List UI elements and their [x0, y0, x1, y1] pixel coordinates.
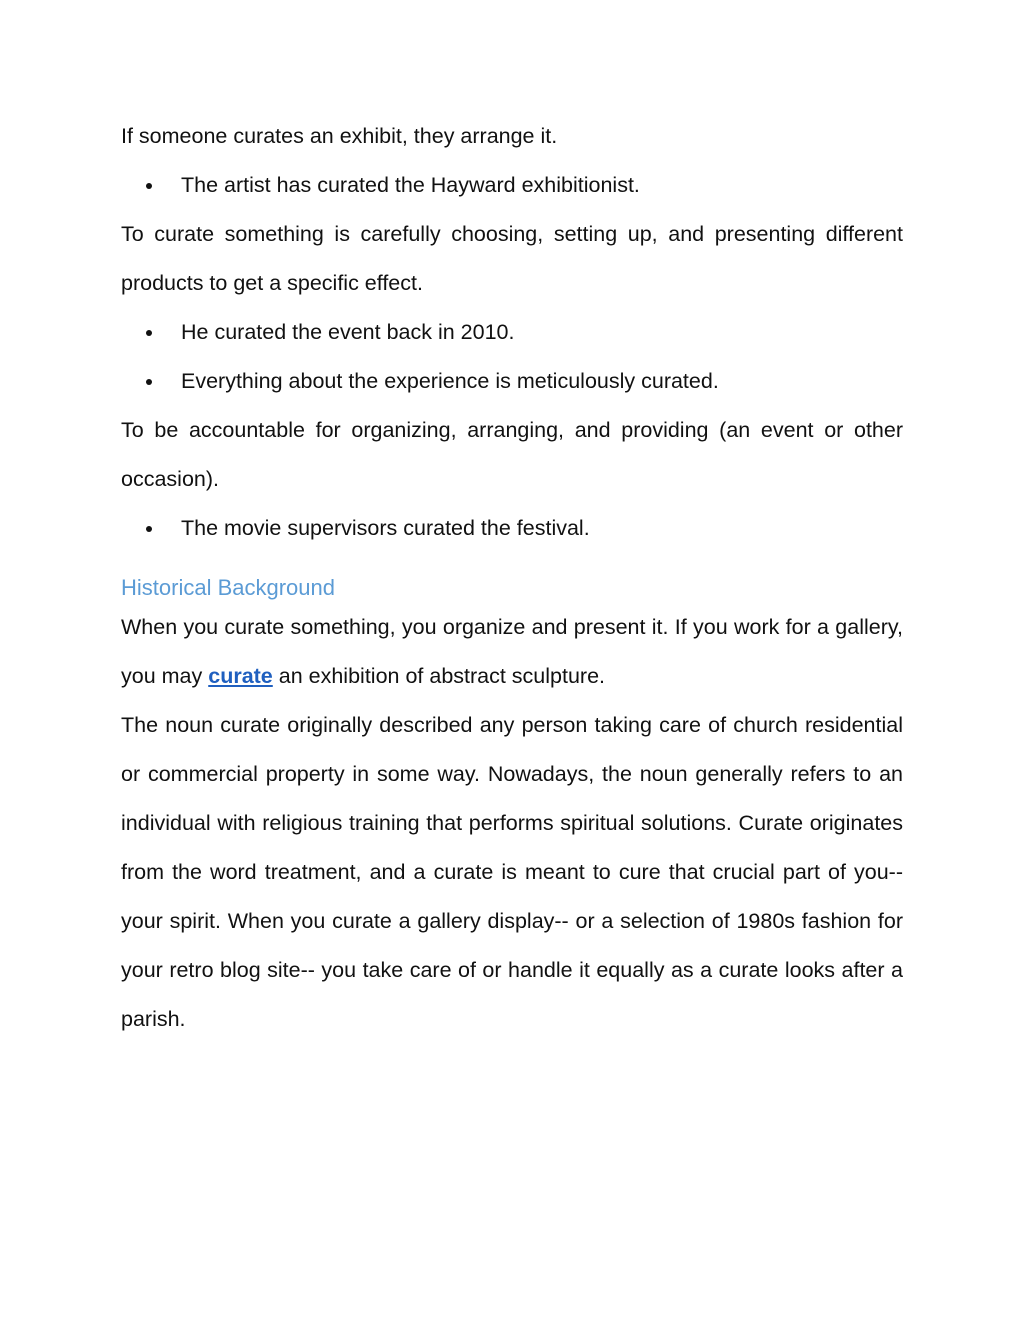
history-paragraph-2: The noun curate originally described any person taking care of church residential or commercial property in some way. Nowadays, the noun generally refers to an individual with religious training that performs spiritual solutions. Curate originates from the word treatment, and a curate is meant to cure that crucial part of you-- your spirit. When you curate a gallery display-- or a selection of 1980s fashion for your retro blog site-- you take care of or handle it equally as a curate looks after a parish. [121, 713, 903, 1031]
list-item [121, 308, 903, 357]
history-paragraph-1-end: an exhibition of abstract sculpture. [272, 664, 606, 688]
list-item [121, 161, 903, 210]
definition-paragraph-2: To curate something is carefully choosing, setting up, and presenting different products to get a specific effect. [121, 222, 903, 295]
list-item [121, 504, 903, 553]
curate-link[interactable]: curate [208, 664, 273, 688]
bullet-list-1 [121, 161, 903, 210]
list-item [121, 357, 903, 406]
list-item-text: The artist has curated the Hayward exhibitionist. [181, 173, 640, 197]
section-heading: Historical Background [121, 575, 335, 600]
history-paragraph-1 [121, 603, 903, 701]
intro-line: If someone curates an exhibit, they arrange it. [121, 124, 558, 148]
list-item-text: The movie supervisors curated the festival. [181, 516, 590, 540]
bullet-list-2 [121, 308, 903, 406]
bullet-icon [146, 526, 152, 532]
definition-paragraph-3: To be accountable for organizing, arranging, and providing (an event or other occasion). [121, 418, 903, 491]
list-item-text: Everything about the experience is meticulously curated. [181, 369, 719, 393]
list-item-text: He curated the event back in 2010. [181, 320, 515, 344]
history-paragraph-1-start: When you curate something, you organize and present it. If you work for a gallery, you may [121, 615, 903, 688]
bullet-icon [146, 183, 152, 189]
bullet-icon [146, 379, 152, 385]
bullet-icon [146, 330, 152, 336]
document-page [121, 112, 903, 1044]
bullet-list-3 [121, 504, 903, 553]
